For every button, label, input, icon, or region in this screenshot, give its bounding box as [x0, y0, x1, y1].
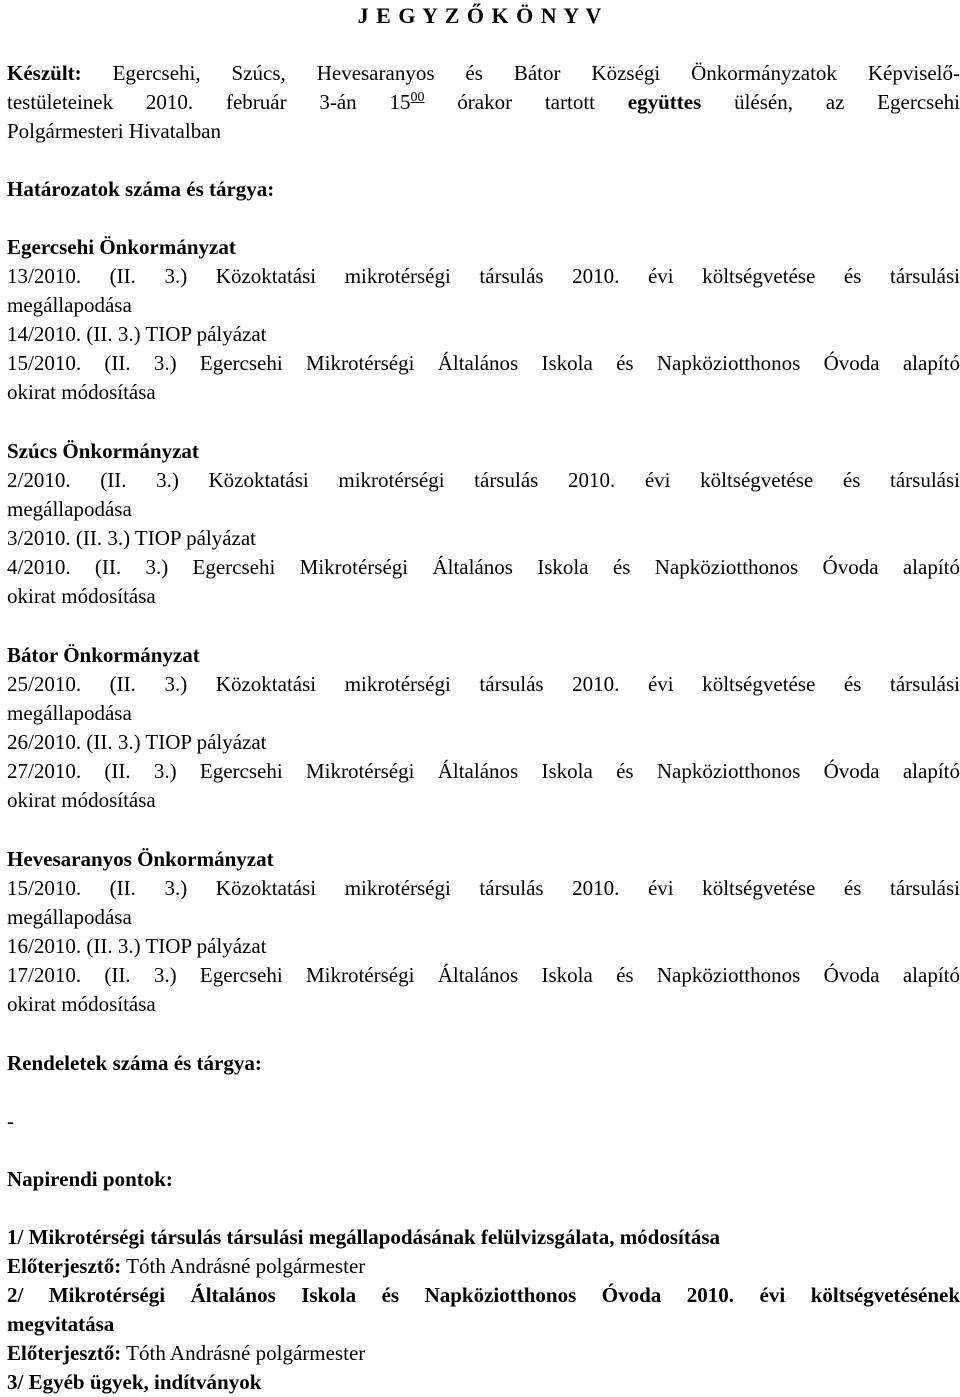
- resolution-3-line-2: okirat módosítása: [7, 992, 156, 1016]
- agenda-heading: Napirendi pontok:: [7, 1167, 173, 1191]
- municipality-name: Szúcs Önkormányzat: [7, 439, 199, 463]
- presenter-name: Tóth Andrásné polgármester: [121, 1254, 366, 1278]
- time-minutes: 00: [410, 90, 425, 105]
- intro-label: Készült:: [7, 61, 82, 85]
- resolution-1-line-2: megállapodása: [7, 905, 132, 929]
- intro-line-3: Polgármesteri Hivatalban: [7, 119, 222, 143]
- intro-line-1: [7, 59, 960, 88]
- resolution-1-line-2: megállapodása: [7, 701, 132, 725]
- resolution-3-line-1: 15/2010. (II. 3.) Egercsehi Mikrotérségi Általános Iskola és Napköziotthonos Óvoda alapító: [7, 351, 960, 375]
- presenter-label: Előterjesztő:: [7, 1341, 122, 1365]
- municipality-name: Egercsehi Önkormányzat: [7, 235, 236, 259]
- resolution-1-line-1: 15/2010. (II. 3.) Közoktatási mikrotérségi társulás 2010. évi költségvetése és társulási: [7, 876, 960, 900]
- resolution-3-line-2: okirat módosítása: [7, 584, 156, 608]
- resolution-2: 26/2010. (II. 3.) TIOP pályázat: [7, 730, 267, 754]
- resolution-1-line-2: megállapodása: [7, 497, 132, 521]
- agenda-list: [7, 1223, 960, 1397]
- resolution-3-line-2: okirat módosítása: [7, 380, 156, 404]
- municipality-name: Hevesaranyos Önkormányzat: [7, 847, 274, 871]
- agenda-presenter-1: [7, 1252, 960, 1281]
- resolution-1-line-1: 25/2010. (II. 3.) Közoktatási mikrotérségi társulás 2010. évi költségvetése és társulási: [7, 672, 960, 696]
- agenda-item-3: 3/ Egyéb ügyek, indítványok: [7, 1370, 262, 1394]
- agenda-item-2-line-1: 2/ Mikrotérségi Általános Iskola és Napköziotthonos Óvoda 2010. évi költségvetésének: [7, 1283, 960, 1307]
- resolution-3-line-1: 27/2010. (II. 3.) Egercsehi Mikrotérségi Általános Iskola és Napköziotthonos Óvoda alapító: [7, 759, 960, 783]
- presenter-label: Előterjesztő:: [7, 1254, 122, 1278]
- document-title: J E G Y Z Ő K Ö N Y V: [357, 3, 603, 28]
- intro-line-2: [7, 88, 960, 117]
- resolution-3-line-1: 4/2010. (II. 3.) Egercsehi Mikrotérségi Általános Iskola és Napköziotthonos Óvoda alapító: [7, 555, 960, 579]
- resolution-2: 16/2010. (II. 3.) TIOP pályázat: [7, 934, 267, 958]
- resolution-1-line-1: 2/2010. (II. 3.) Közoktatási mikrotérségi társulás 2010. évi költségvetése és társulási: [7, 468, 960, 492]
- intro-line-1-text: Egercsehi, Szúcs, Hevesaranyos és Bátor Községi Önkormányzatok Képviselő-: [112, 61, 960, 85]
- intro-line-2-part1: testületeinek 2010. február 3-án 15: [7, 90, 411, 114]
- municipality-name: Bátor Önkormányzat: [7, 643, 200, 667]
- agenda-presenter-2: [7, 1339, 960, 1368]
- municipality-szucs: [7, 437, 960, 611]
- resolution-1-line-1: 13/2010. (II. 3.) Közoktatási mikrotérségi társulás 2010. évi költségvetése és társulási: [7, 264, 960, 288]
- resolution-2: 3/2010. (II. 3.) TIOP pályázat: [7, 526, 257, 550]
- intro-line-2-part2: órakor tartott: [424, 90, 628, 114]
- agenda-item-2-line-2: megvitatása: [7, 1312, 115, 1336]
- intro-joint-word: együttes: [627, 90, 702, 114]
- municipality-hevesaranyos: [7, 845, 960, 1019]
- intro-line-2-part3: ülésén, az Egercsehi: [701, 90, 960, 114]
- resolution-1-line-2: megállapodása: [7, 293, 132, 317]
- presenter-name: Tóth Andrásné polgármester: [121, 1341, 366, 1365]
- resolution-3-line-2: okirat módosítása: [7, 788, 156, 812]
- intro-paragraph: [7, 59, 960, 146]
- municipality-egercsehi: [7, 233, 960, 407]
- decrees-value: -: [7, 1109, 14, 1133]
- decrees-heading: Rendeletek száma és tárgya:: [7, 1051, 262, 1075]
- agenda-item-1: 1/ Mikrotérségi társulás társulási megállapodásának felülvizsgálata, módosítása: [7, 1225, 721, 1249]
- resolution-3-line-1: 17/2010. (II. 3.) Egercsehi Mikrotérségi Általános Iskola és Napköziotthonos Óvoda alapító: [7, 963, 960, 987]
- municipality-bator: [7, 641, 960, 815]
- resolution-2: 14/2010. (II. 3.) TIOP pályázat: [7, 322, 267, 346]
- resolutions-heading: Határozatok száma és tárgya:: [7, 177, 275, 201]
